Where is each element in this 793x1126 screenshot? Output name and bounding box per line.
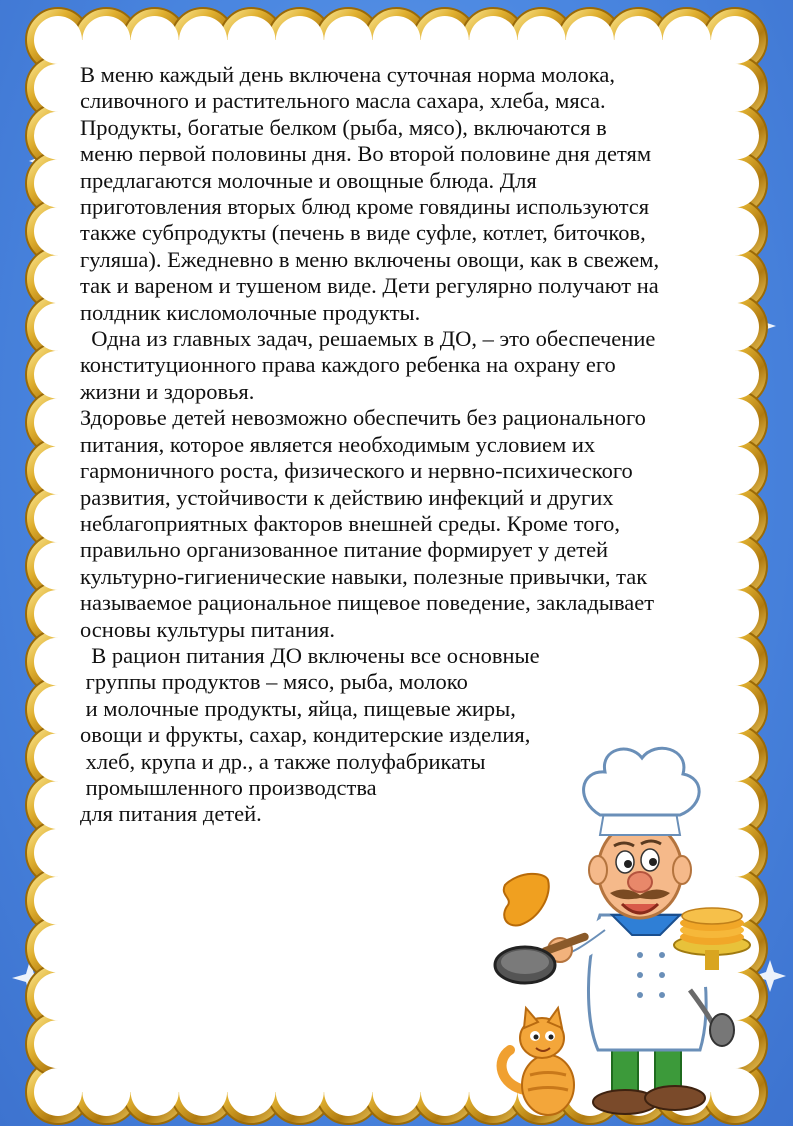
text-line: называемое рациональное пищевое поведение, закладывает: [80, 590, 655, 616]
text-line: основы культуры питания.: [80, 616, 335, 642]
flying-pancake-icon: [504, 874, 549, 926]
text-line: развития, устойчивости к действию инфекций и других: [80, 484, 614, 510]
text-line: сливочного и растительного масла сахара, хлеба, мяса.: [80, 88, 606, 114]
text-line: хлеб, крупа и др., а также полуфабрикаты: [80, 748, 486, 774]
text-line: неблагоприятных факторов внешней среды. Кроме того,: [80, 510, 620, 536]
text-line: Одна из главных задач, решаемых в ДО, – это обеспечение: [80, 326, 656, 352]
text-line: питания, которое является необходимым условием их: [80, 431, 596, 457]
text-line: жизни и здоровья.: [80, 378, 255, 404]
text-line: для питания детей.: [80, 801, 262, 827]
text-line: правильно организованное питание формирует у детей: [80, 537, 609, 563]
text-line: группы продуктов – мясо, рыба, молоко: [80, 669, 468, 695]
text-line: Продукты, богатые белком (рыба, мясо), включаются в: [80, 114, 607, 140]
text-line: Здоровье детей невозможно обеспечить без рационального: [80, 405, 646, 431]
text-line: предлагаются молочные и овощные блюда. Для: [80, 167, 537, 193]
text-line: В меню каждый день включена суточная норма молока,: [80, 62, 615, 87]
text-line: гуляша). Ежедневно в меню включены овощи, как в свежем,: [80, 246, 660, 272]
text-line: В рацион питания ДО включены все основные: [80, 642, 540, 668]
text-line: полдник кисломолочные продукты.: [80, 299, 421, 325]
text-line: гармоничного роста, физического и нервно-психического: [80, 458, 633, 484]
text-line: культурно-гигиенические навыки, полезные привычки, так: [80, 563, 648, 589]
cat-cartoon-icon: [502, 1008, 574, 1115]
text-line: приготовления вторых блюд кроме говядины используются: [80, 194, 650, 220]
text-line: овощи и фрукты, сахар, кондитерские изделия,: [80, 722, 531, 748]
text-line: промышленного производства: [80, 774, 377, 800]
text-line: конституционного права каждого ребенка на охрану его: [80, 352, 616, 378]
text-line: также субпродукты (печень в виде суфле, котлет, биточков,: [80, 220, 646, 246]
text-line: так и вареном и тушеном виде. Дети регулярно получают на: [80, 273, 659, 299]
text-line: меню первой половины дня. Во второй половине дня детям: [80, 141, 652, 167]
text-line: и молочные продукты, яйца, пищевые жиры,: [80, 695, 516, 721]
